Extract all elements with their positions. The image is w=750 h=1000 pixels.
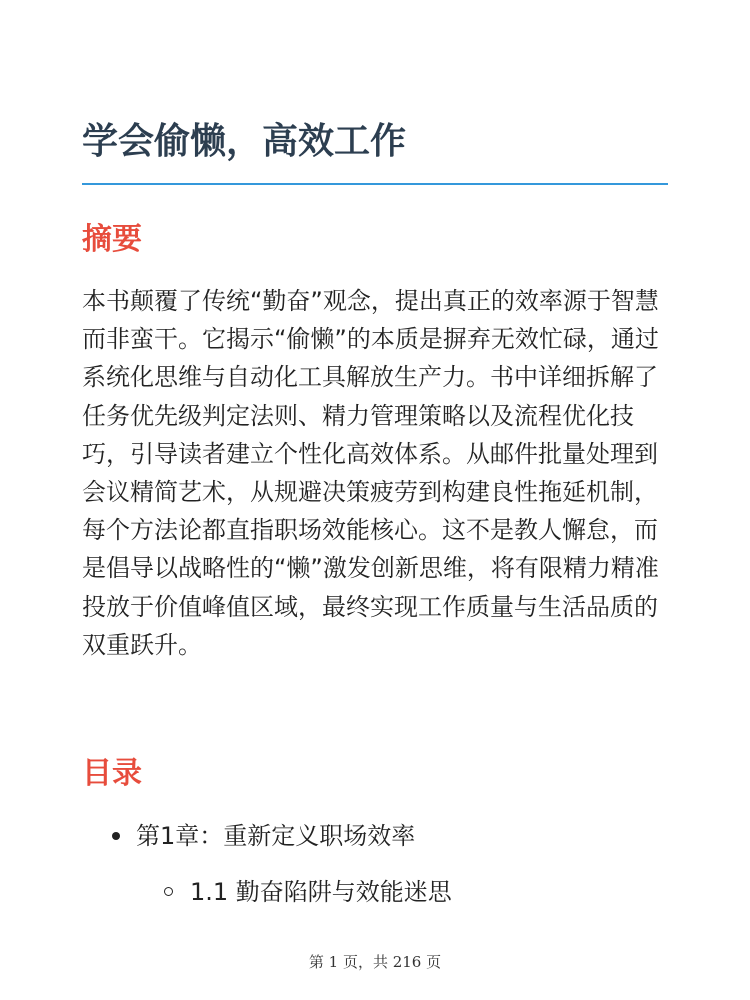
page-number-footer: 第 1 页，共 216 页	[308, 953, 442, 971]
toc-section-label: 1.1 勤奋陷阱与效能迷思	[190, 878, 452, 906]
bullet-circle-icon	[164, 887, 173, 896]
title-divider	[82, 183, 668, 185]
document-page	[82, 0, 668, 1000]
summary-heading: 摘要	[82, 222, 142, 257]
book-title: 学会偷懒，高效工作	[82, 121, 407, 162]
toc-heading: 目录	[82, 756, 142, 791]
toc-list	[82, 816, 668, 912]
toc-chapter-label: 第1章：重新定义职场效率	[136, 822, 416, 850]
toc-chapter-item	[82, 816, 668, 856]
toc-section-item	[82, 872, 668, 912]
bullet-disc-icon	[112, 832, 120, 840]
summary-paragraph: 本书颠覆了传统“勤奋”观念，提出真正的效率源于智慧而非蛮干。它揭示“偷懒”的本质是摒弃无效忙碌，通过系统化思维与自动化工具解放生产力。书中详细拆解了任务优先级判定法则、精力管理策略以及流程优化技巧，引导读者建立个性化高效体系。从邮件批量处理到会议精简艺术，从规避决策疲劳到构建良性拖延机制，每个方法论都直指职场效能核心。这不是教人懈怠，而是倡导以战略性的“懒”激发创新思维，将有限精力精准投放于价值峰值区域，最终实现工作质量与生活品质的双重跃升。	[82, 287, 659, 659]
